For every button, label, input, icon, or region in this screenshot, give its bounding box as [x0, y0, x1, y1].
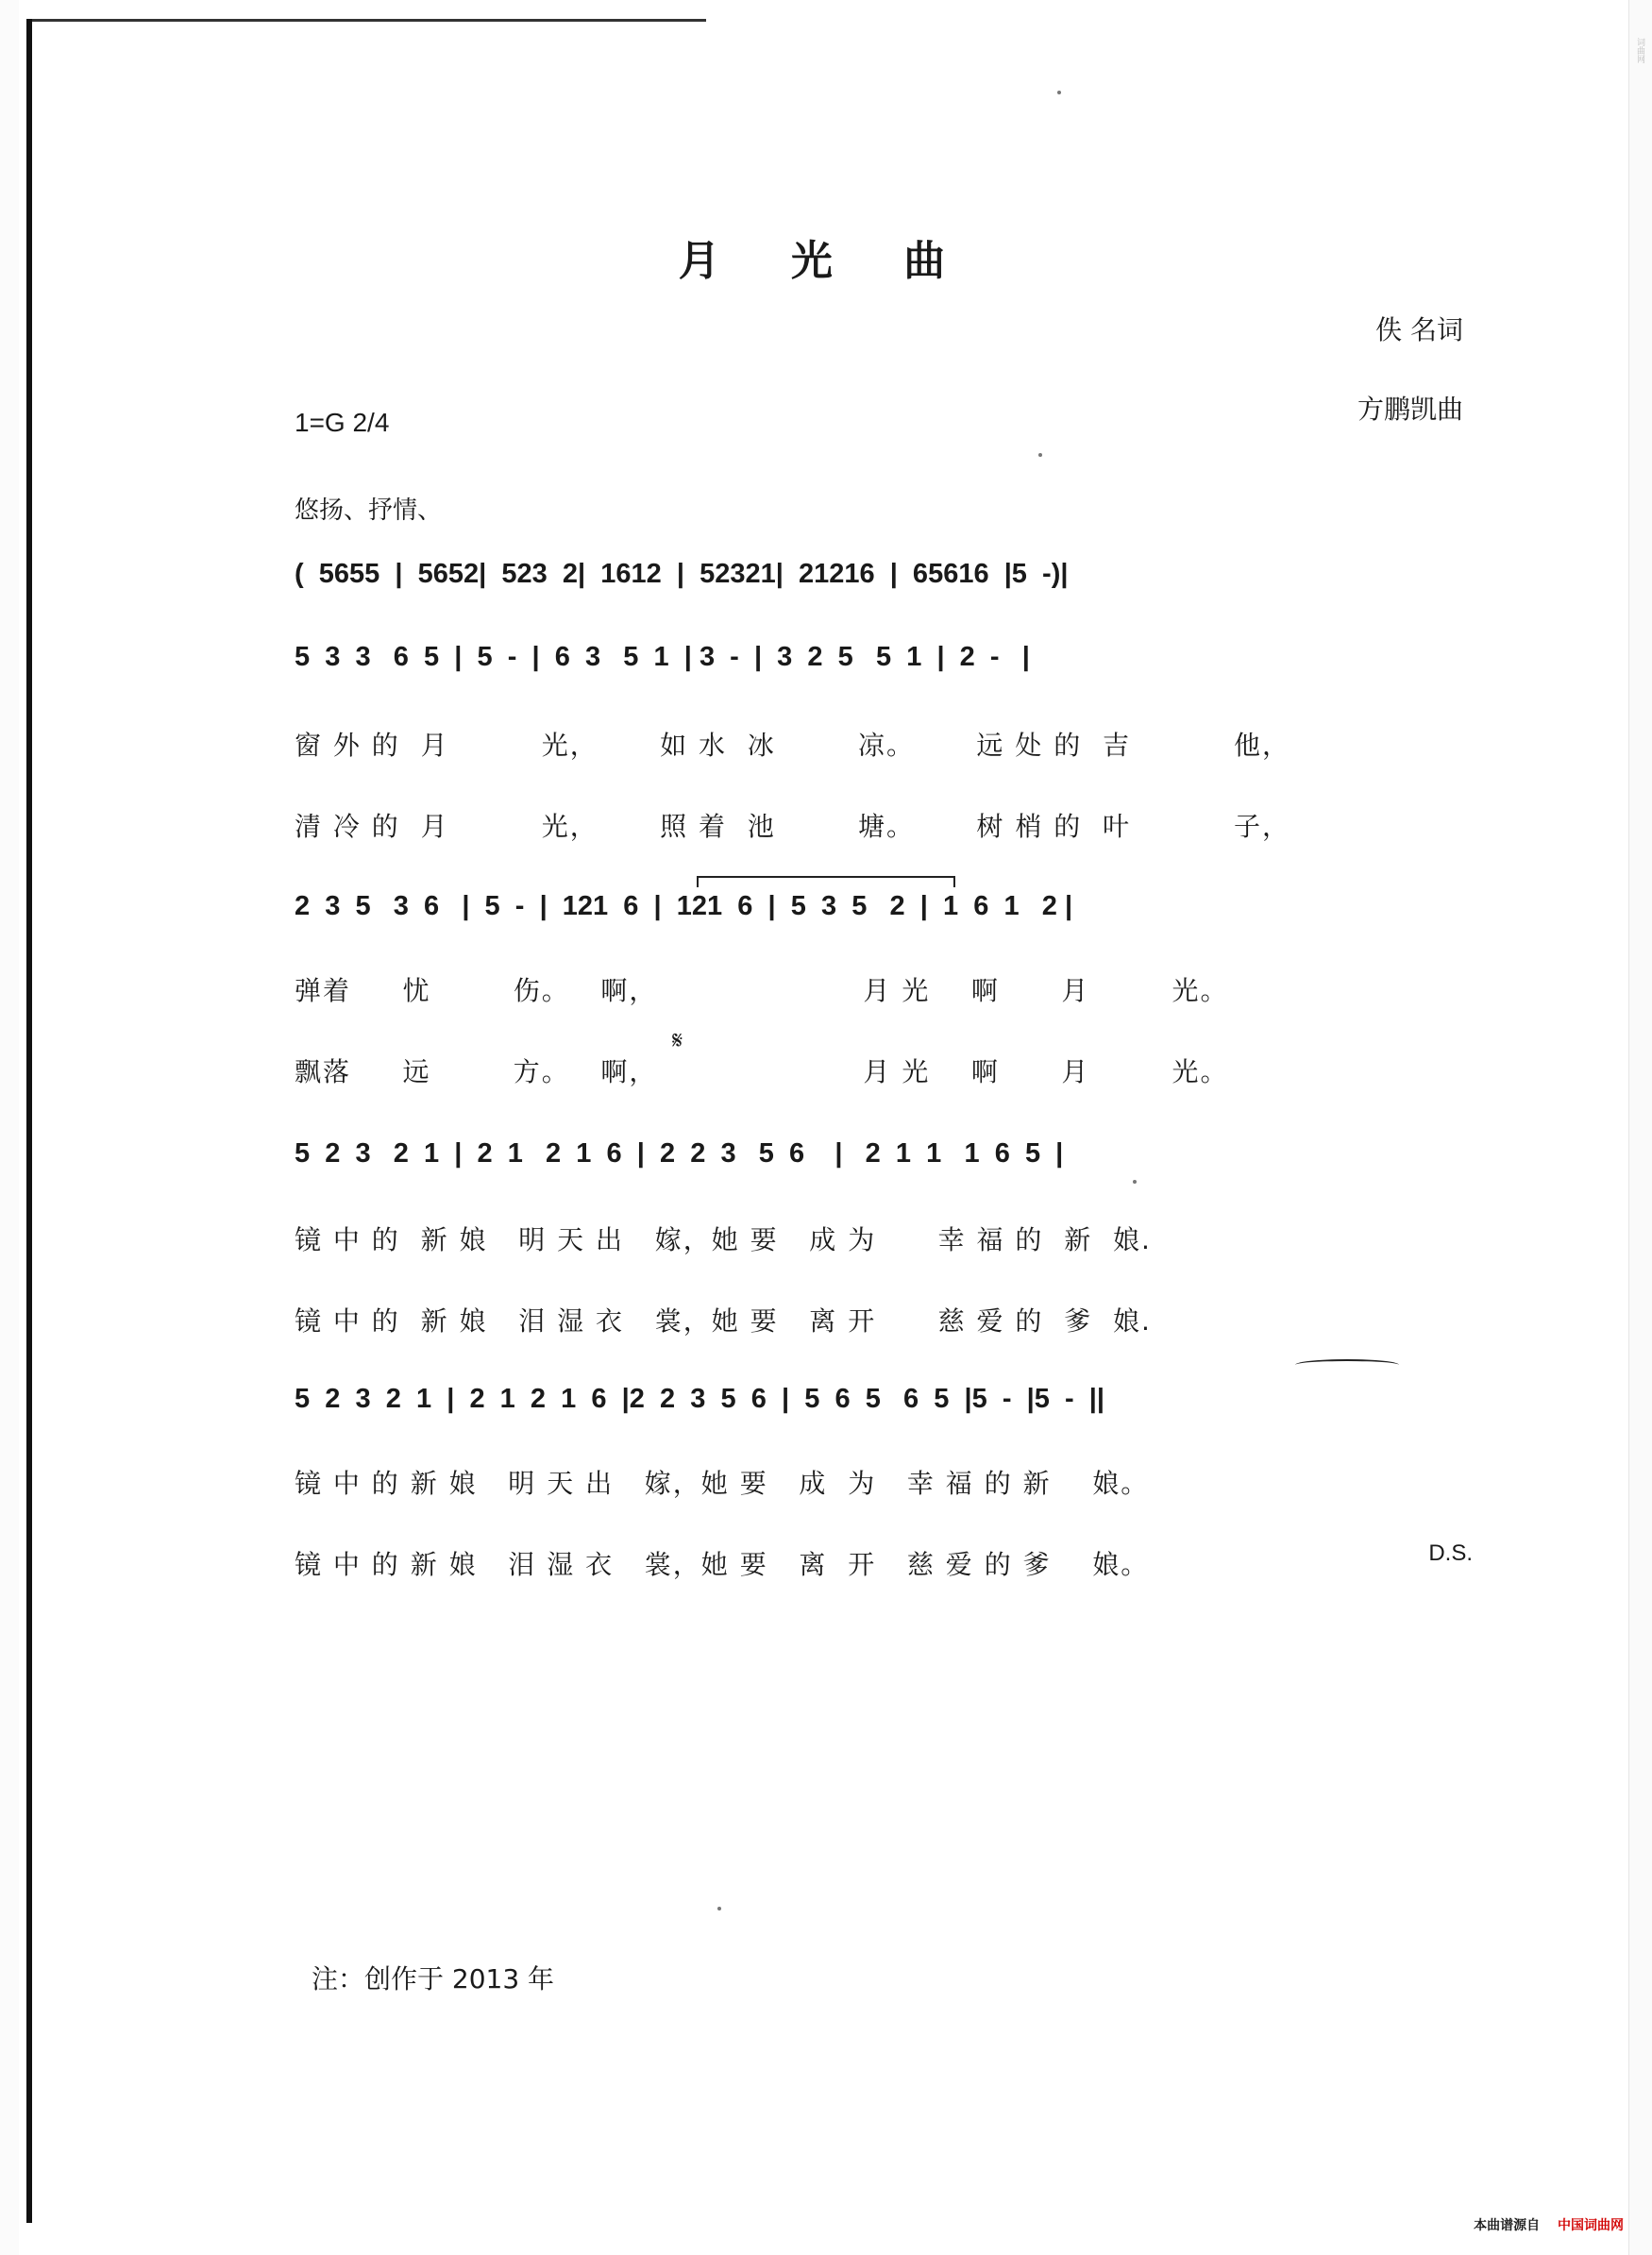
lyrics-row-4-verse-1: 镜 中 的 新 娘 明 天 出 嫁，她 要 成 为 幸 福 的 新 娘。	[295, 1468, 1150, 1499]
left-edge-watermark	[0, 0, 19, 2255]
lyrics-row-3-verse-1: 镜 中 的 新 娘 明 天 出 嫁，她 要 成 为 幸 福 的 新 娘.	[295, 1224, 1152, 1255]
notes-row-4: 5 2 3 2 1 | 2 1 2 1 6 |2 2 3 5 6 | 5 6 5 6 5 |5 - |5 - ||	[295, 1384, 1104, 1414]
footer-source-label: 本曲谱源自	[1474, 2218, 1541, 2233]
notes-row-3: 5 2 3 2 1 | 2 1 2 1 6 | 2 2 3 5 6 | 2 1 1 1 6 5 |	[295, 1138, 1064, 1169]
footer-site-link[interactable]: 中国词曲网	[1558, 2218, 1624, 2233]
prelude-notes: ( 5655 | 5652| 523 2| 1612 | 52321| 21216 | 65616 |5 -)|	[295, 559, 1069, 589]
lyrics-row-3-verse-2: 镜 中 的 新 娘 泪 湿 衣 裳，她 要 离 开 慈 爱 的 爹 娘.	[295, 1305, 1152, 1337]
lyrics-row-4-verse-2: 镜 中 的 新 娘 泪 湿 衣 裳，她 要 离 开 慈 爱 的 爹 娘。	[295, 1549, 1150, 1580]
notes-row-2: 2 3 5 3 6 | 5 - | 121 6 | 121 6 | 5 3 5 2 | 1 6 1 2 |	[295, 891, 1073, 921]
page-footer	[1474, 2215, 1624, 2234]
segno-sign: 𝄋	[672, 1027, 683, 1055]
lyrics-row-2-verse-2: 飘落 远 方。 啊， 月 光 啊 月 光。	[295, 1056, 1229, 1087]
right-edge-watermark	[1628, 0, 1652, 2255]
scan-left-edge	[26, 19, 32, 2223]
watermark-text: 词曲网	[1635, 38, 1644, 63]
notes-row-1: 5 3 3 6 5 | 5 - | 6 3 5 1 | 3 - | 3 2 5 5 1 | 2 - |	[295, 642, 1030, 672]
key-signature: 1=G 2/4	[295, 408, 390, 437]
scan-speck	[1038, 453, 1042, 457]
dal-segno-mark: D.S.	[1428, 1540, 1473, 1566]
lyrics-row-2-verse-1: 弹着 忧 伤。 啊， 月 光 啊 月 光。	[295, 975, 1229, 1006]
scan-speck	[1057, 91, 1061, 94]
lyrics-row-1-verse-1: 窗 外 的 月 光， 如 水 冰 凉。 远 处 的 吉 他，	[295, 730, 1291, 761]
composer: 方鹏凯曲	[1357, 394, 1463, 425]
scan-speck	[1133, 1180, 1137, 1184]
repeat-bracket	[697, 876, 955, 887]
scan-top-edge	[26, 19, 706, 22]
song-title: 月 光 曲	[678, 237, 974, 285]
composition-note: 注：创作于 2013 年	[312, 1963, 555, 1994]
scan-speck	[717, 1907, 721, 1910]
final-slur	[1295, 1359, 1399, 1371]
lyricist: 佚 名词	[1375, 314, 1463, 345]
tempo-marking: 悠扬、抒情、	[295, 496, 443, 525]
lyrics-row-1-verse-2: 清 冷 的 月 光， 照 着 池 塘。 树 梢 的 叶 子，	[295, 811, 1291, 842]
